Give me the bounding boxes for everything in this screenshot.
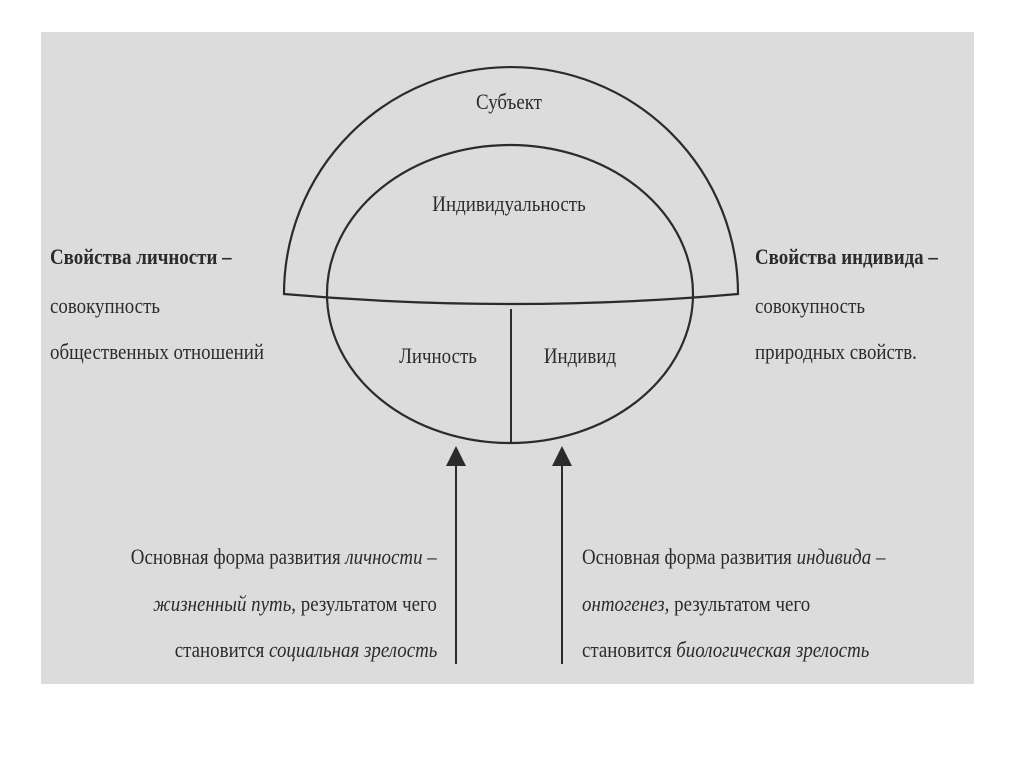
bottom-right-line3: становится биологическая зрелость [582, 637, 870, 662]
bottom-left-line2: жизненный путь, результатом чего [153, 591, 437, 616]
right-def-line3: природных свойств. [755, 339, 917, 364]
bottom-right-line1: Основная форма развития индивида – [582, 544, 886, 569]
scanned-figure [41, 32, 974, 684]
bottom-left-line3: становится социальная зрелость [174, 637, 437, 662]
left-def-title: Свойства личности – [50, 244, 232, 269]
individual-label: Индивид [543, 343, 617, 368]
left-def-line3: общественных отношений [50, 339, 264, 364]
right-def-line2: совокупность [755, 293, 865, 318]
individuality-label: Индивидуальность [432, 191, 586, 216]
subject-label: Субъект [476, 89, 542, 114]
bottom-right-line2: онтогенез, результатом чего [582, 591, 811, 616]
right-def-title: Свойства индивида – [755, 244, 938, 269]
left-def-line2: совокупность [50, 293, 160, 318]
personality-label: Личность [399, 343, 477, 368]
bottom-left-line1: Основная форма развития личности – [131, 544, 437, 569]
